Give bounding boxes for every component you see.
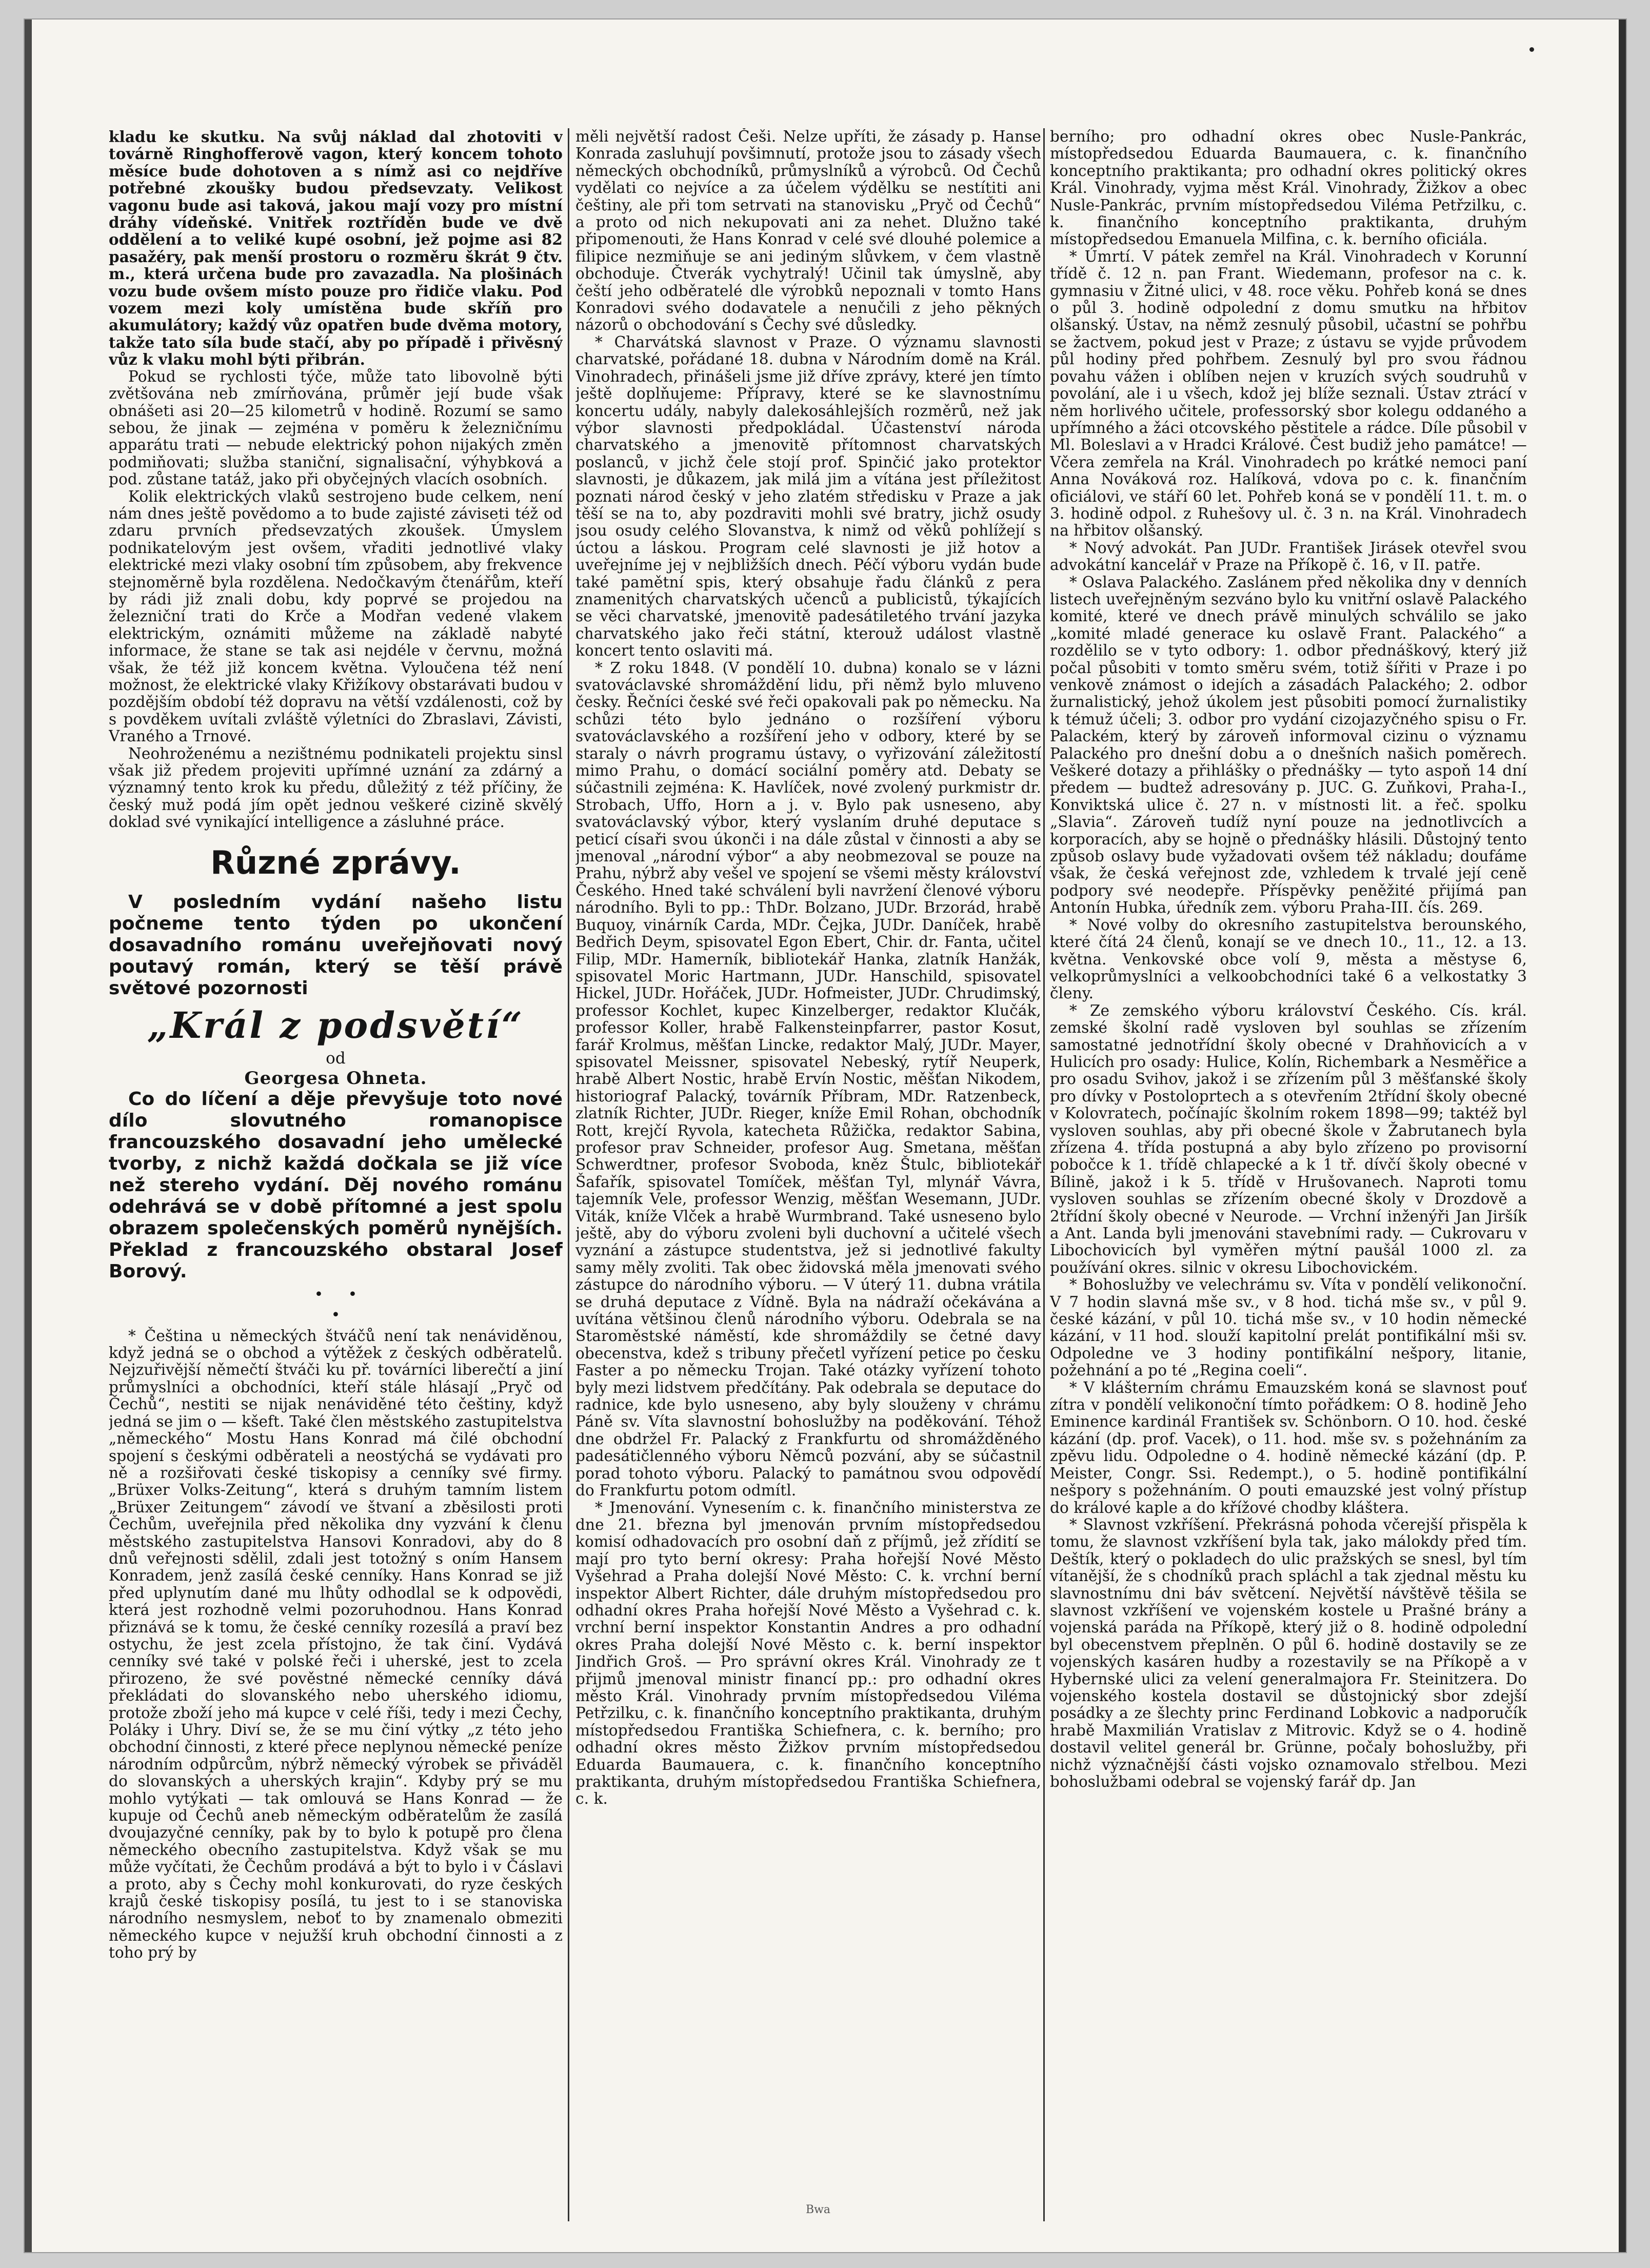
article-continuation: berního; pro odhadní okres obec Nusle-Pankrác, místopředsedou Eduarda Baumauera, c. k. finančního konceptního praktikanta; pro odhadní okres politický okres Král. Vinohrady, vyjma měst Král. Vinohrady, Žižkov a obec Nusle-Pankrác, prvním místopředsedou Viléma Petřzilku, c. k. finančního konceptního praktikanta, druhým místopředsedou Emanuela Milfina, c. k. berního oficiála.: [1050, 128, 1527, 248]
ink-dot: [1529, 47, 1534, 52]
page-footer-mark: Bwa: [805, 2203, 831, 2216]
article-electric-train: kladu ke skutku. Na svůj náklad dal zhotoviti v továrně Ringhofferově vagon, který koncem tohoto měsíce bude dohotoven a s nímž asi co nejdříve potřebné zkoušky budou předsevzaty. Velikost vagonu bude asi taková, jakou mají vozy pro místní dráhy vídeňské. Vnitřek roztříděn bude ve dvě oddělení a to veliké kupé osobní, jež pojme asi 82 pasažéry, pak menší prostoru o rozměru škrát 9 čtv. m., která určena bude pro zavazadla. Na plošinách vozu bude ovšem místo pouze pro řidiče vlaku. Pod vozem mezi koly umístěna bude skříň pro akumulátory; každý vůz opatřen bude dvěma motory, takže tato síla bude stačí, aby po případě i přivěsný vůz k vlaku mohl býti přibrán.: [109, 128, 563, 369]
column-3: [1050, 128, 1527, 2232]
column-2: [575, 128, 1041, 2232]
article-z-roku-1848: * Z roku 1848. (V pondělí 10. dubna) konalo se v lázni svatováclavské shromáždění lidu, při němž bylo mluveno česky. Řečníci české své řeči opakovali pak po německu. Na schůzi této bylo jednáno o rozšíření výboru svatováclavského a rozšíření jeho v odbory, které by se staraly o návrh programu ústavy, o vyřizování záležitostí mimo Prahu, o domácí sociální poměry atd. Debaty se súčastnili zejména: K. Havlíček, nové zvolený purkmistr dr. Strobach, Uffo, Horn a j. v. Bylo pak usneseno, aby svatováclavský výbor, který vyslaním druhé deputace s peticí císaři svou úkonči i na dále zůstal v činnosti a aby se jmenoval „národní výbor“ a aby neobmezoval se pouze na Prahu, nýbrž aby vešel ve spojení se všemi městy království Českého. Hned také schválení byli navržení členové výboru národního. Byli to pp.: ThDr. Bolzano, JUDr. Brzorád, hrabě Buquoy, vinárník Carda, MDr. Čejka, JUDr. Daníček, hrabě Bedřich Deym, spisovatel Egon Ebert, Chir. dr. Fanta, učitel Filip, MDr. Hamerník, bibliotekář Hanka, zlatník Hanžák, spisovatel Moric Hartmann, JUDr. Hanschild, spisovatel Hickel, JUDr. Hořáček, JUDr. Hofmeister, JUDr. Chrudimský, professor Kochlet, kupec Kinzelberger, redaktor Klučák, professor Koller, hrabě Falkensteinpfarrer, pastor Kosut, farář Krolmus, měšťan Lincke, redaktor Malý, JUDr. Mayer, spisovatel Meissner, spisovatel Nebeský, rytíř Neuperk, hrabě Albert Nostic, hrabě Ervín Nostic, měšťan Nikodem, historiograf Palacký, továrník Příbram, MDr. Ratzenbeck, zlatník Richter, JUDr. Rieger, kníže Emil Rohan, obchodník Rott, krejčí Ryvola, katecheta Růžička, redaktor Sabina, profesor prav Schneider, profesor Aug. Smetana, měšťan Schwerdtner, profesor Svoboda, kněz Štulc, bibliotekář Šafařík, spisovatel Tomíček, měšťan Tyl, mlynář Vávra, tajemník Vele, professor Wenzig, měšťan Wesemann, JUDr. Viták, kníže Vlček a hrabě Wurmbrand. Také usneseno bylo ještě, aby do výboru zvoleni byli duchovní a učitelé všech vyznání a zástupce studentstva, jež si jednotlivé fakulty samy měly zvoliti. Tak obec židovská měla jmenovati svého zástupce do národního výboru. — V úterý 11. dubna vrátila se druhá deputace z Vídně. Byla na nádraží očekávána a uvítána většinou členů národního výboru. Odebrala se na Staroměstské náměstí, kde shromáždily se četné davy obecenstva, kdež s tribuny přečetl vyřízení petice po česku Faster a po německu Trojan. Také otázky vyřízení tohoto byly mezi lidstvem předčítány. Pak odebrala se deputace do radnice, kde bylo usneseno, aby byly slouženy v chrámu Páně sv. Víta slavnostní bohoslužby na poděkování. Téhož dne obdržel Fr. Palacký z Frankfurtu od shromážděného padesátičlenného výboru Němců pozvání, aby se súčastnil porad tohoto výboru. Palacký to památnou svou odpovědí do Frankfurtu potom odmítl.: [575, 659, 1041, 1500]
article-charvatska-slavnost: * Charvátská slavnost v Praze. O významu slavnosti charvatské, pořádané 18. dubna v Národním domě na Král. Vinohradech, přinášeli jsme již dříve zprávy, které jen tímto ještě doplňujeme: Přípravy, které se ke slavnostnímu koncertu udály, nabyly dalekosáhlejších rozměrů, než jak výbor slavnosti předpokládal. Účastenství národa charvatského a jmenovitě přítomnost charvatských poslanců, v jichž čele stojí prof. Spinčić jako protektor slavnosti, je důkazem, jak milá jim a vítána jest příležitost poznati národ český v jeho zlatém středisku v Praze a jak těší se na to, aby pozdraviti mohli své bratry, jichž osudy jsou osudy celého Slovanstva, k nimž od věků pohlížejí s úctou a láskou. Program celé slavnosti je již hotov a uveřejníme jej v nejbližších dnech. Péčí výboru vydán bude také pamětní spis, který obsahuje řadu článků z pera znamenitých charvatských učenců a publicistů, týkajících se věci charvatské, jmenovitě padesátiletého trvání jazyka charvatského jako řeči státní, kterouž událost vlastně koncert tento oslaviti má.: [575, 333, 1041, 660]
page-edge-left: [25, 19, 32, 2252]
article-paragraph: Kolik elektrických vlaků sestrojeno bude celkem, není nám dnes ještě povědomo a to bude zajisté záviseti též od zdaru prvních předsevzatých zkoušek. Úmyslem podnikatelovým jest ovšem, vřaditi jednotlivé vlaky elektrické mezi vlaky osobní tím způsobem, aby frekvence stejnoměrně byla rozdělena. Nedočkavým čtenářům, kteří by rádi již znali dobu, kdy poprvé se projedou na železniční trati do Krče a Modřan vedené vlakem elektrickým, oznámiti můžeme na základě nabyté informace, že stane se tak asi nejdéle v červnu, možná však, že též již koncem května. Vyloučena též není možnost, že elektrické vlaky Křižíkovy obstarávati budou v pozdějším období též dopravu na větší vzdálenosti, což by s povděkem uvítali zvláště výletníci do Zbraslavi, Závisti, Vraného a Trnové.: [109, 487, 563, 745]
novel-description: Co do líčení a děje převyšuje toto nové dílo slovutného romanopisce francouzského dosavadní jeho umělecké tvorby, z nichž každá dočkala se již více než stereho vydání. Děj nového románu odehrává se v době přítomné a jest spolu obrazem společenských poměrů nynějších. Překlad z francouzského obstaral Josef Borový.: [109, 1088, 563, 1282]
section-heading-ruzne-zpravy: Různé zprávy.: [210, 843, 461, 881]
article-nove-volby: * Nové volby do okresního zastupitelstva berounského, které čítá 24 členů, konají se ve dnech 10., 11., 12. a 13. května. Venkovské obce volí 9, města a městyse 6, velkoprůmyslníci a velkoobchodníci také 6 a velkostatky 3 členy.: [1050, 916, 1527, 1002]
article-zemsky-vybor: * Ze zemského výboru království Českého. Cís. král. zemské školní radě vysloven byl souhlas se zřízením samostatné jednotřídní školy obecné v Drahňovicích a v Hulicích pro osady: Hulice, Kolín, Richembark a Nesměřice a pro osadu Svihov, jakož i se zřízením půl 3 měšťanské školy pro dívky v Postoloprtech a s otevřením 2třídní školy obecné v Kolovratech, počínajíc školním rokem 1898—99; taktéž byl vysloven souhlas, aby při obecné škole v Žabrutanech byla zřízena 4. třída postupná a aby bylo zřízeno po provisorní pobočce k 1. třídě chlapecké a k 1 tř. dívčí školy obecné v Bílině, jakož i k 5. třídě v Hrušovanech. Naproti tomu vysloven souhlas se zřízením obecné školy v Drozdově a 2třídní školy obecné v Neurode. — Vrchní inženýři Jan Jiršík a Ant. Landa byli jmenováni stavebními rady. — Cukrovaru v Libochovicích byl vyměřen mýtní paušál 1000 zl. za používání okres. silnic v okresu Libochovickém.: [1050, 1001, 1527, 1276]
article-jmenovani: * Jmenování. Vynesením c. k. finančního ministerstva ze dne 21. března byl jmenován prvním místopředsedou komisí odhadovacích pro osobní daň z příjmů, jež zřídití se mají pro tyto berní okresy: Praha hořejší Nové Město Vyšehrad a Praha dolejší Nové Město: C. k. vrchní berní inspektor Albert Richter, dále druhým místopředsedou pro odhadní okres Praha hořejší Nové Město a Vyšehrad c. k. vrchní berní inspektor Konstantin Andres a pro odhadní okres Praha dolejší Nové Město c. k. berní inspektor Jindřich Groš. — Pro správní okres Král. Vinohrady ze t přijmů jmenoval ministr financí pp.: pro odhadní okres město Král. Vinohrady prvním místopředsedou Viléma Petřzilku, c. k. finančního konceptního praktikanta, druhým místopředsedou Františka Schiefnera, c. k. berního; pro odhadní okres město Žižkov prvním místopředsedou Eduarda Baumauera, c. k. finančního konceptního praktikanta, druhým místopředsedou Františka Schiefnera, c. k.: [575, 1498, 1041, 1808]
article-bohosluzby: * Bohoslužby ve velechrámu sv. Víta v pondělí velikonoční. V 7 hodin slavná mše sv., v 8 hod. tichá mše sv., v půl 9. české kázání, v půl 10. tichá mše sv., v 10 hodin německé kázání, v 11 hod. slouží kapitolní prelát pontifikální mši sv. Odpoledne ve 3 hodiny pontifikální nešpory, litanie, požehnání a po té „Regina coeli“.: [1050, 1276, 1527, 1379]
article-novy-advokat: * Nový advokát. Pan JUDr. František Jirásek otevřel svou advokátní kancelář v Praze na Příkopě č. 16, v II. patře.: [1050, 539, 1527, 574]
article-oslava-palackeho: * Oslava Palackého. Zaslánem před několika dny v denních listech uveřejněným sezváno bylo ku vnitřní oslavě Palackého komité, které ve dnech právě minulých schválilo se jako „komité mladé generace ku oslavě Frant. Palackého“ a rozdělilo se v tyto odbory: 1. odbor přednáškový, který již počal působiti v tomto směru svém, totiž šířiti v Praze i po venkově známost o idejích a zásadách Palackého; 2. odbor žurnalistický, jehož úkolem jest působiti pomocí žurnalistiky k témuž účeli; 3. odbor pro vydání cizojazyčného spisu o Fr. Palackém, který by zároveň informoval cizinu o významu Palackého pro dnešní dobu a o dnešních našich poměrech. Veškeré dotazy a přihlášky o přednášky — tyto aspoň 14 dní předem — budtež adresovány p. JUC. G. Zuňkovi, Praha-I., Konviktská ulice č. 27 n. v místnosti lit. a řeč. spolku „Slavia“. Zároveň tudíž nyní pouze na jednotlivcích a korporacích, aby se hojně o přednášky hlásili. Důstojný tento způsob oslavy bude vyžadovati ovšem též nákladu; doufáme však, že česká veřejnost zde, vzhledem k trvalé její ceně podpory své neodepře. Příspěvky peněžité přijímá pan Antonín Hubka, úředník zem. výboru Praha-III. čís. 269.: [1050, 573, 1527, 917]
article-continuation: měli největší radost Češi. Nelze upříti, že zásady p. Hanse Konrada zasluhují povšimnutí, protože jsou to zásady všech německých obchodníků, průmyslníků a výrobců. Od Čechů vydělati co nejvíce a za účelem výdělku se nestítiti ani češtiny, ale při tom setrvati na stanovisku „Pryč od Čechů“ a proto od nich nekupovati ani za nehet. Dlužno také připomenouti, že Hans Konrad v celé své dlouhé polemice a filipice nezmiňuje se ani jediným slůvkem, v čem vlastně obchoduje. Čtverák vychytralý! Učinil tak úmyslně, aby čeští jeho odběratelé dle výrobků nepoznali v tomto Hans Konradovi svého dodavatele a nenučili z jeho pěkných názorů o obchodování s Čechy své důsledky.: [575, 128, 1041, 334]
article-umrti: * Úmrtí. V pátek zemřel na Král. Vinohradech v Korunní třídě č. 12 n. pan Frant. Wiedemann, profesor na c. k. gymnasiu v Žitné ulici, v 48. roce věku. Pohřeb koná se dnes o půl 3. hodině odpolední z domu smutku na hřbitov olšanský. Ústav, na němž zesnulý působil, učastní se pohřbu se žactvem, pokud jest v Praze; z ústavu se vyjde průvodem půl hodiny před pohřbem. Zesnulý byl pro svou řádnou povahu vážen i oblíben nejen v kruzích svých soudruhů v povolání, ale i u všech, kdož jej blíže seznali. Ústav ztrácí v něm horlivého učitele, professorský sbor kolegu oddaného a upřímného a žáci otcovského pěstitele a rádce. Díle působil v Ml. Boleslavi a v Hradci Králové. Čest budiž jeho památce! — Včera zemřela na Král. Vinohradech po krátké nemoci paní Anna Nováková roz. Halíková, vdova po c. k. finančním oficiálovi, ve stáří 60 let. Pohřeb koná se v pondělí 11. t. m. o 3. hodině odpol. z Ruhešovy ul. č. 3 n. na Král. Vinohradech na hřbitov olšanský.: [1050, 247, 1527, 540]
novel-title: „Král z podsvětí“: [147, 1003, 524, 1047]
novel-announcement: V posledním vydání našeho listu počneme tento týden po ukončení dosavadního románu uveřejňovati nový poutavý román, který se těší právě světové pozornosti: [109, 891, 563, 999]
page-edge-right: [1619, 19, 1626, 2252]
novel-author: Georgesa Ohneta.: [244, 1068, 427, 1089]
article-paragraph: Pokud se rychlosti týče, může tato libovolně býti zvětšována neb zmírňována, průměr její bude však obnášeti asi 20—25 kilometrů v hodině. Rozumí se samo sebou, že jinak — zejména v poměru k železničnímu apparátu trati — nebude elektrický pohon nijakých změn podmiňovati; služba staniční, signalisační, výhybková a pod. zůstane tatáž, jako při obyčejných vlacích osobních.: [109, 367, 563, 488]
column-1: [109, 128, 563, 2232]
novel-by: od: [326, 1049, 346, 1068]
article-cestina: * Čeština u německých štváčů není tak nenáviděnou, když jedná se o obchod a výtěžek z českých odběratelů. Nejzuřivější němečtí štváči ku př. továrníci liberečtí a jiní průmyslníci a obchodníci, kteří stále hlásají „Pryč od Čechů“, nestiti se nijak nenáviděné této češtiny, když jedná se jim o — kšeft. Také člen městského zastupitelstva „německého“ Mostu Hans Konrad má čilé obchodní spojení s českými odběrateli a neostýchá se vydávati pro ně a rozšiřovati české tiskopisy a cenníky své firmy. „Brüxer Volks-Zeitung“, která s druhým tamním listem „Brüxer Zeitungem“ závodí ve štvaní a zběsilosti proti Čechům, uveřejnila před několika dny vyzvání k členu městského zastupitelstva Hansovi Konradovi, aby do 8 dnů veřejnosti sdělil, zdali jest totožný s oním Hansem Konradem, jenž zasílá české cenníky. Hans Konrad se již před uplynutím dané mu lhůty odhodlal se k odpovědi, která jest rozhodně velmi pozoruhodnou. Hans Konrad přiznává se k tomu, že české cenníky rozesílá a praví bez ostychu, že jest zcela přístojno, že tak činí. Vydává cenníky své také v polské řeči i uherské, jest to zcela přirozeno, že své pověstné německé cenníky dává překládati do slovanského nebo uherského idiomu, protože zboží jeho má kupce v celé říši, tedy i mezi Čechy, Poláky i Uhry. Diví se, že se mu činí výtky „z této jeho obchodní činnosti, z které přece neplynou německé peníze národním odpůrcům, nýbrž německý výrobek se přiváděl do slovanských a uherských krajin“. Kdyby prý se mu mohlo vytýkati — tak omlouvá se Hans Konrad — že kupuje od Čechů aneb německým odběratelům že zasílá dvoujazyčné cenníky, pak by to bylo k potupě pro člena německého obecního zastupitelstva. Když však se mu může vyčítati, že Čechům prodává a být to bylo i v Čáslavi a proto, aby s Čechy mohl konkurovati, do ryze českých krajů české tiskopisy posílá, tu jest to i se stanoviska národního nesmyslem, neboť to by znamenalo obmeziti německého kupce v nejužší kruh obchodní činnosti a z toho prý by: [109, 1327, 563, 1962]
column-rule-2: [1043, 128, 1045, 2221]
section-separator-stars: • • •: [314, 1285, 357, 1324]
column-rule-1: [568, 128, 569, 2221]
article-paragraph: Neohroženému a nezištnému podnikateli projektu sinsl však již předem projeviti upřímné uznání za zdárný a významný tento krok ku předu, důležitý z též příčiny, že český muž podá jím opět jednou veškeré cizině skvělý doklad své vynikající intelligence a zásluhné práce.: [109, 744, 563, 831]
article-slavnost-vzkriseni: * Slavnost vzkříšení. Překrásná pohoda včerejší přispěla k tomu, že slavnost vzkříšení byla tak, jako málokdy před tím. Deštík, který o pokladech do ulic pražských se snesl, byl tím vítanější, že s chodníků prach spláchl a tak zjednal městu ku slavnostnímu dni báv světcení. Největší návštěvě těšila se slavnost vzkříšení ve vojenském kostele u Prašné brány a vojenská paráda na Příkopě, který již o 8. hodině odpolední byl obecenstvem přeplněn. O půl 6. hodině dostavily se ze vojenských kasáren hudby a rozestavily se na Příkopě a v Hybernské ulici za velení generalmajora Fr. Steinitzera. Do vojenského kostela dostavil se důstojnický sbor zdejší posádky a ze šlechty princ Ferdinand Lobkovic a nadporučík hrabě Maxmilián Vratislav z Mitrovic. Když se o 4. hodině dostavil velitel generál br. Grünne, počaly bohoslužby, při nichž význačnější části vojsko oznamovalo střelbou. Mezi bohoslužbami odebral se vojenský farář dp. Jan: [1050, 1515, 1527, 1790]
article-emauzy: * V klášterním chrámu Emauzském koná se slavnost pouť zítra v pondělí velikonoční tímto pořádkem: O 8. hodině Jeho Eminence kardinál František sv. Schönborn. O 10. hod. české kázání (dp. prof. Vacek), o 11. hod. mše sv. s požehnáním za zpěvu lidu. Odpoledne o 4. hodině německé kázání (dp. P. Meister, Congr. Ssi. Redempt.), o 5. hodině pontifikální nešpory s požehnáním. O pouti emauzské jest volný přístup do králové kaple a do křížové chodby kláštera.: [1050, 1378, 1527, 1516]
